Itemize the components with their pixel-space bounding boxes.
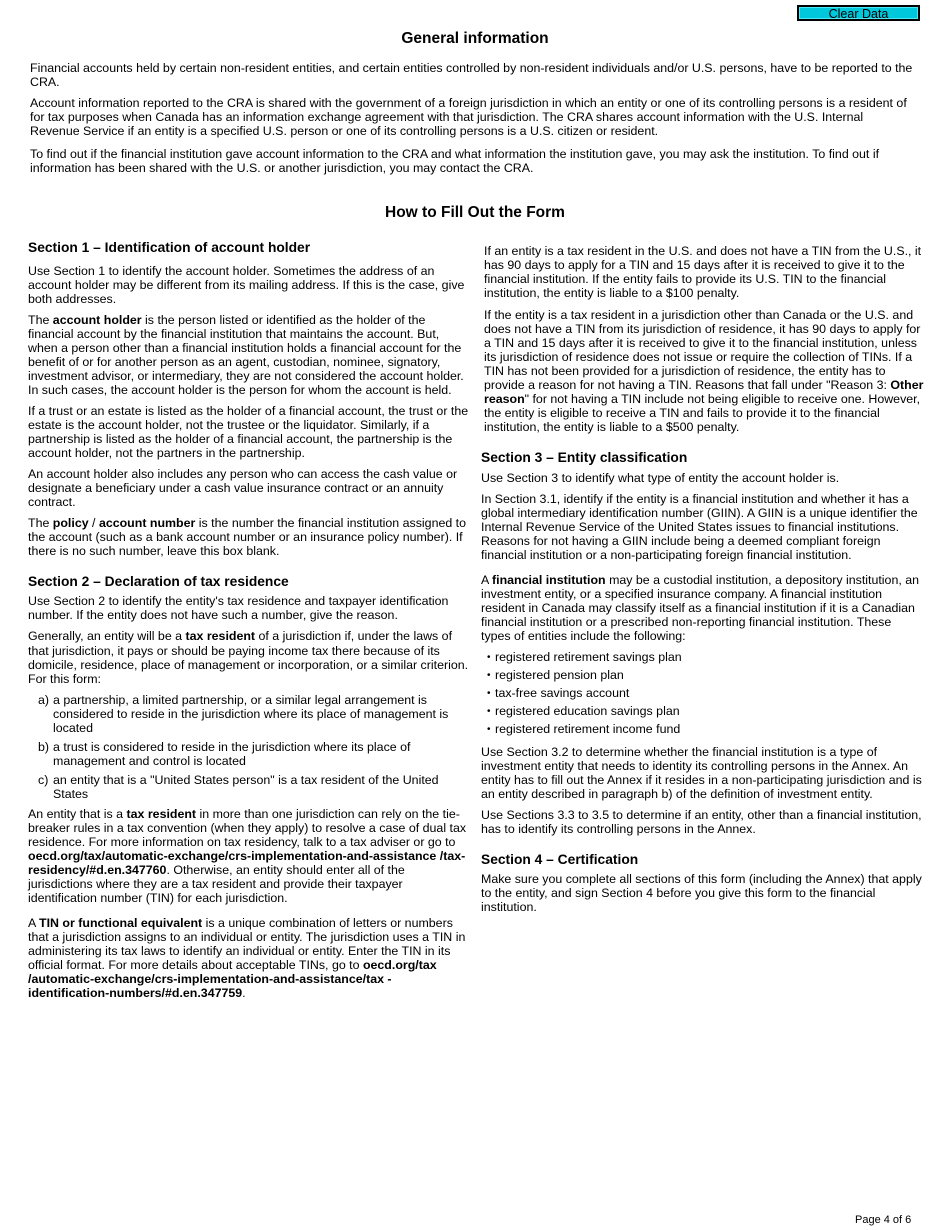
section3-paragraph-2: In Section 3.1, identify if the entity is a financial institution and whether it has a global intermediary identification number (GIIN). A GIIN is a unique identifier the Internal Revenue Service of the United States issues to financial institutions. Reasons for not having a GIIN include being a deemed compliant foreign financial institution or a non-participating foreign financial institution. [481,491,918,562]
section1-paragraph-3: If a trust or an estate is listed as the holder of a financial account, the trust or the estate is the account holder, not the trustee or the liquidator. Similarly, if a partnership is listed as the holder of a financial account, the partnership is the account holder, not the partners in the partnership. [28,403,469,460]
general-paragraph-1: Financial accounts held by certain non-resident entities, and certain entities controlled by non-resident individuals and/or U.S. persons, have to be reported to the CRA. [30,61,913,90]
list-item: a) a partnership, a limited partnership, or a similar legal arrangement is considered to reside in the jurisdiction where its place of management is located [38,692,449,735]
right-column-top [484,244,924,441]
other-jurisdiction-tin-paragraph: If the entity is a tax resident in a jurisdiction other than Canada or the U.S. and does not have a TIN from its jurisdiction of residence, it has 90 days to apply for a TIN and 15 days after it is received to give it to the financial institution, unless its jurisdiction of residence does not issue or require the collection of TINs. If a TIN has not been provided for a jurisdiction of residence, the entity has to provide a reason for not having a TIN. Reasons that fall under "Reason 3: Other reason" for not having a TIN include not being eligible to receive one. However, the entity is eligible to receive a TIN and fails to provide it to the financial institution, the entity is liable to a $500 penalty. [484,308,924,435]
section4-paragraph-1: Make sure you complete all sections of this form (including the Annex) that apply to the entity, and sign Section 4 before you give this form to the financial institution. [481,872,922,915]
section1-heading: Section 1 – Identification of account holder [28,240,311,255]
section3-paragraph-1: Use Section 3 to identify what type of entity the account holder is. [481,470,840,485]
general-information-title: General information [401,30,549,47]
section1-paragraph-1: Use Section 1 to identify the account holder. Sometimes the address of an account holder may be different from its mailing address. If this is the case, give both addresses. [28,263,465,306]
bullet-icon: • [487,705,491,717]
list-item: • registered pension plan [487,667,624,682]
left-column [28,240,469,1007]
general-paragraph-3: To find out if the financial institution gave account information to the CRA and what information the institution gave, you may ask the institution. To find out if information has been shared with the U.S. or another jurisdiction, you may contact the CRA. [30,147,880,176]
tin-details-link: oecd.org/tax /automatic-exchange/crs-implementation-and-assistance/tax -identification-numbers/#d.en.347759 [28,957,437,1000]
page-number: Page 4 of 6 [855,1214,912,1226]
list-item: • registered education savings plan [487,703,680,718]
section2-paragraph-1: Use Section 2 to identify the entity's tax residence and taxpayer identification number. If the entity does not have such a number, give the reason. [28,594,449,623]
section1-paragraph-4: An account holder also includes any person who can access the cash value or designate a beneficiary under a cash value insurance contract or an annuity contract. [28,466,458,509]
section2-paragraph-2: Generally, an entity will be a tax resident of a jurisdiction if, under the laws of that jurisdiction, it pays or should be paying income tax there because of its domicile, residence, place of management or incorporation, or a similar criterion. For this form: [28,629,469,686]
section3-paragraph-3: A financial institution may be a custodial institution, a depository institution, an investment entity, or a specified insurance company. A financial institution resident in Canada may classify itself as a financial institution if it is a Canadian financial institution or a prescribed non-reporting financial institution. These types of entities include the following: [481,572,920,643]
general-paragraph-2: Account information reported to the CRA is shared with the government of a foreign jurisdiction in which an entity or one of its controlling persons is a resident of for tax purposes when Canada has an information exchange agreement with that jurisdiction. The CRA shares account information with the U.S. Internal Revenue Service if an entity is a specified U.S. person or one of its controlling persons is a U.S. citizen or resident. [30,96,907,139]
list-item: • registered retirement income fund [487,721,681,736]
section2-heading: Section 2 – Declaration of tax residence [28,573,289,589]
section1-paragraph-2: The account holder is the person listed or identified as the holder of the financial account by the financial institution that maintains the account. But, when a person other than a financial institution holds a financial account for the benefit of or for another person as an agent, custodian, nominee, signatory, investment advisor, or intermediary, they are not considered the account holder. In such cases, the account holder is the person for whom the account is held. [28,312,464,397]
section1-paragraph-5: The policy / account number is the number the financial institution assigned to the account (such as a bank account number or an insurance policy number). If there is no such number, leave this box blank. [28,515,467,558]
right-column-bottom [481,450,924,921]
us-tin-paragraph: If an entity is a tax resident in the U.S. and does not have a TIN from the U.S., it has 90 days to apply for a TIN and 15 days after it is received to give it to the financial institution. If the entity fails to provide its U.S. TIN to the financial institution, the entity is liable to a $100 penalty. [484,244,922,301]
section2-paragraph-4: A TIN or functional equivalent is a unique combination of letters or numbers that a jurisdiction assigns to an individual or entity. The jurisdiction uses a TIN in administering its tax laws to identify an individual or entity. Enter the TIN in its official format. For more details about acceptable TINs, go to oecd.org/tax /automatic-exchange/crs-implementation-and-assistance/tax -identification-numbers/#d.en.347759. [28,915,466,1000]
section3-paragraph-5: Use Sections 3.3 to 3.5 to determine if an entity, other than a financial institution, has to identify its controlling persons in the Annex. [481,807,922,836]
list-item: b) a trust is considered to reside in the jurisdiction where its place of management and control is located [38,739,411,768]
account-holder-term: account holder [52,312,142,327]
section2-paragraph-3: An entity that is a tax resident in more than one jurisdiction can rely on the tie-breaker rules in a tax convention (when they apply) to resolve a case of dual tax residence. For more information on tax residency, talk to a tax adviser or go to oecd.org/tax/automatic-exchange/crs-implementation-and-assistance /tax-residency/#d.en.347760. Otherwise, an entity should enter all of the jurisdictions where they are a tax resident and provide their taxpayer identification number (TIN) for each jurisdiction. [28,806,467,905]
how-to-fill-title: How to Fill Out the Form [385,204,565,221]
bullet-icon: • [487,723,491,735]
residence-criteria-list [28,693,469,801]
bullet-icon: • [487,651,491,663]
list-item: • tax-free savings account [487,685,630,700]
general-information-section [30,61,916,182]
list-item: c) an entity that is a "United States person" is a tax resident of the United States [38,772,439,801]
tax-residency-link: oecd.org/tax/automatic-exchange/crs-implementation-and-assistance /tax-residency/#d.en.347760 [28,848,466,877]
section3-paragraph-4: Use Section 3.2 to determine whether the financial institution is a type of investment entity that needs to identity its controlling persons in the Annex. An entity has to fill out the Annex if it resides in a non-participating jurisdiction and is an entity described in paragraph b) of the definition of investment entity. [481,744,922,801]
bullet-icon: • [487,669,491,681]
list-item: • registered retirement savings plan [487,649,682,664]
section4-heading: Section 4 – Certification [481,851,639,867]
bullet-icon: • [487,687,491,699]
registered-plans-list [481,650,924,737]
clear-data-button[interactable]: Clear Data [797,5,920,21]
section3-heading: Section 3 – Entity classification [481,450,688,465]
